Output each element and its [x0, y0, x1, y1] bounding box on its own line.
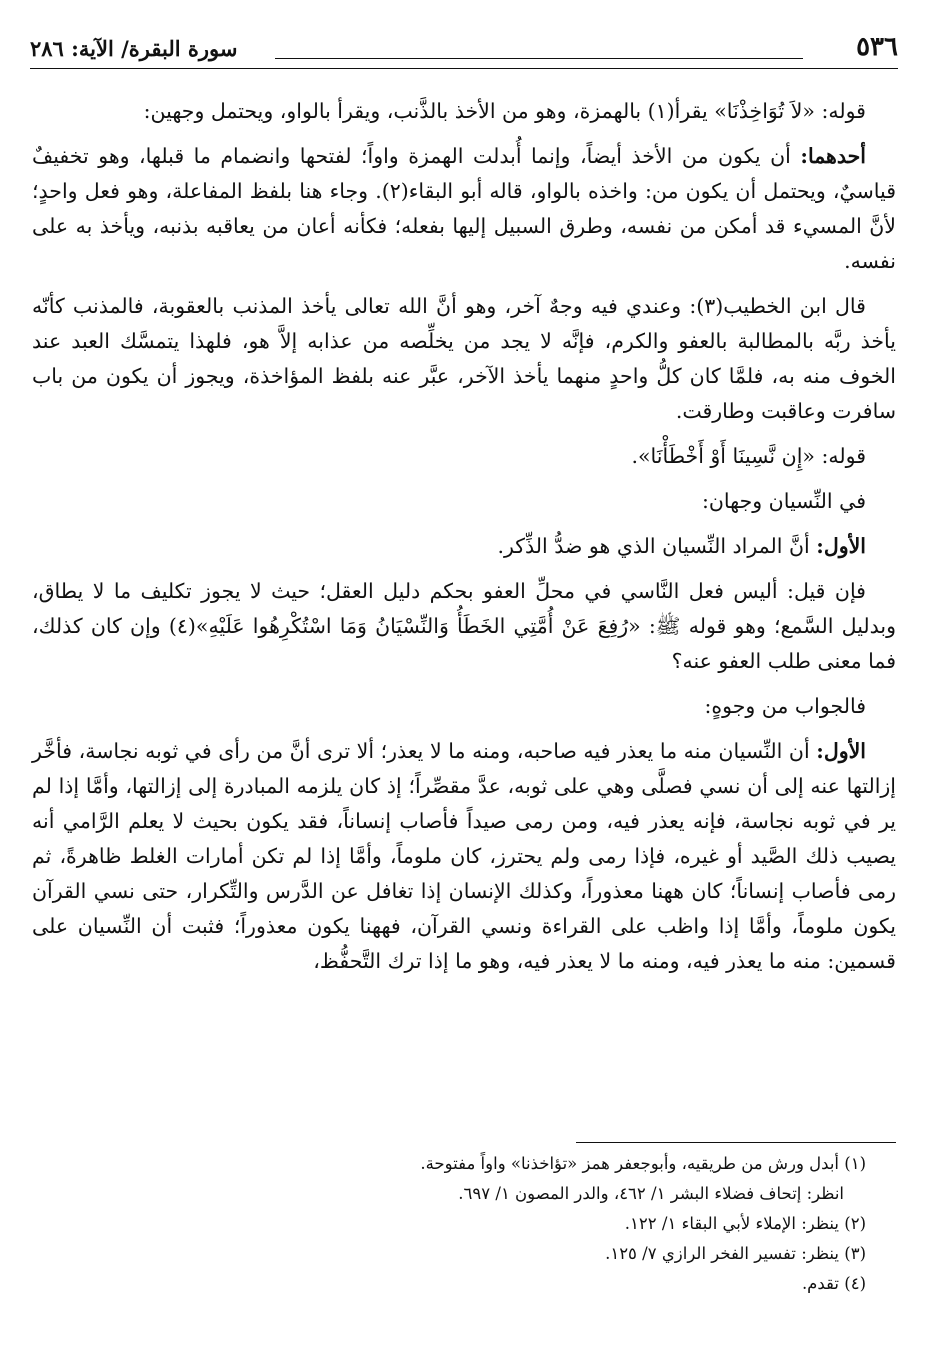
- paragraph: قال ابن الخطيب(٣): وعندي فيه وجهٌ آخر، وهو أنَّ الله تعالى يأخذ المذنب بالعقوبة، فالمذنب كأنّه يأخذ ربَّه بالمطالبة بالعفو والكرم، فإنَّه لا يجد من يخلِّصه من عذابه إلاَّ هو، فلهذا يتمسَّك العبد عند الخوف منه به، فلمَّا كان كلُّ واحدٍ منهما يأخذ الآخر، عبَّر عنه بلفظ المؤاخذة، ويجوز أن يكون من باب سافرت وعاقبت وطارقت.: [32, 294, 896, 423]
- header-rule: [275, 58, 803, 59]
- page-number: ٥٣٦: [856, 32, 898, 62]
- paragraph: الأول: أنَّ المراد النِّسيان الذي هو ضدُّ الذِّكر.: [497, 534, 866, 558]
- main-text: [32, 94, 896, 989]
- footnotes: [32, 1142, 896, 1299]
- footnote: (٤) تقدم.: [801, 1274, 866, 1293]
- footnote-separator: [576, 1142, 896, 1143]
- surah-reference: سورة البقرة/ الآية: ٢٨٦: [30, 36, 238, 61]
- paragraph: في النِّسيان وجهان:: [701, 489, 866, 513]
- paragraph: أحدهما: أن يكون من الأخذ أيضاً، وإنما أُبدلت الهمزة واواً؛ لفتحها وانضمام ما قبلها، وهو تخفيفٌ قياسيٌ، ويحتمل أن يكون من: واخذه بالواو، قاله أبو البقاء(٢). وجاء هنا بلفظ المفاعلة، وهو فعل واحدٍ؛ لأنَّ المسيء قد أمكن من نفسه، وطرق السبيل إليها بفعله؛ فكأنه أعان من يعاقبه بذنبه، ويأخذ به على نفسه.: [32, 144, 897, 273]
- footnote-continuation: انظر: إتحاف فضلاء البشر ١/ ٤٦٢، والدر المصون ١/ ٦٩٧.: [458, 1184, 844, 1203]
- footnote: (١) أبدل ورش من طريقيه، وأبوجعفر همز «تؤاخذنا» واواً مفتوحة.: [420, 1154, 866, 1173]
- paragraph: قوله: «لاَ تُوَاخِذْنَا» يقرأ(١) بالهمزة، وهو من الأخذ بالذَّنب، ويقرأ بالواو، ويحتمل وجهين:: [143, 99, 866, 123]
- paragraph: الأول: أن النِّسيان منه ما يعذر فيه صاحبه، ومنه ما لا يعذر؛ ألا ترى أنَّ من رأى في ثوبه نجاسة، فأخَّر إزالتها عنه إلى أن نسي فصلَّى وهي على ثوبه، عدَّ مقصِّراً؛ إذ كان يلزمه المبادرة إلى إزالتها، وأمَّا إذا لم ير في ثوبه نجاسة، فإنه يعذر فيه، ومن رمى صيداً فأصاب إنساناً، فقد يكون بحيث لا يعلم الرَّامي أنه يصيب ذلك الصَّيد أو غيره، فإذا رمى ولم يحترز، كان ملوماً، وأمَّا إذا لم تكن أمارات الغلط ظاهرةً، ثم رمى فأصاب إنساناً؛ كان ههنا معذوراً، وكذلك الإنسان إذا تغافل عن الدَّرس والتِّكرار، حتى نسي القرآن يكون ملوماً، وأمَّا إذا واظب على القراءة ونسي القرآن، فههنا يكون معذوراً؛ فثبت أن النِّسيان على قسمين: منه ما يعذر فيه، ومنه ما لا يعذر فيه، وهو ما إذا ترك التَّحفُّظ،: [32, 739, 896, 973]
- running-header: [30, 30, 898, 69]
- footnote: (٣) ينظر: تفسير الفخر الرازي ٧/ ١٢٥.: [605, 1244, 866, 1263]
- paragraph: فإن قيل: أليس فعل النَّاسي في محلِّ العفو بحكم دليل العقل؛ حيث لا يجوز تكليف ما لا يطاق، وبدليل السَّمع؛ وهو قوله ﷺ: «رُفِعَ عَنْ أُمَّتِي الخَطَأُ وَالنِّسْيَانُ وَمَا اسْتُكْرِهُوا عَلَيْهِ»(٤) وإن كان كذلك، فما معنى طلب العفو عنه؟: [32, 579, 896, 673]
- paragraph: قوله: «إِن نَّسِينَا أَوْ أَخْطَأْنَا».: [631, 444, 866, 468]
- paragraph: فالجواب من وجوهٍ:: [704, 694, 866, 718]
- footnote: (٢) ينظر: الإملاء لأبي البقاء ١/ ١٢٢.: [624, 1214, 866, 1233]
